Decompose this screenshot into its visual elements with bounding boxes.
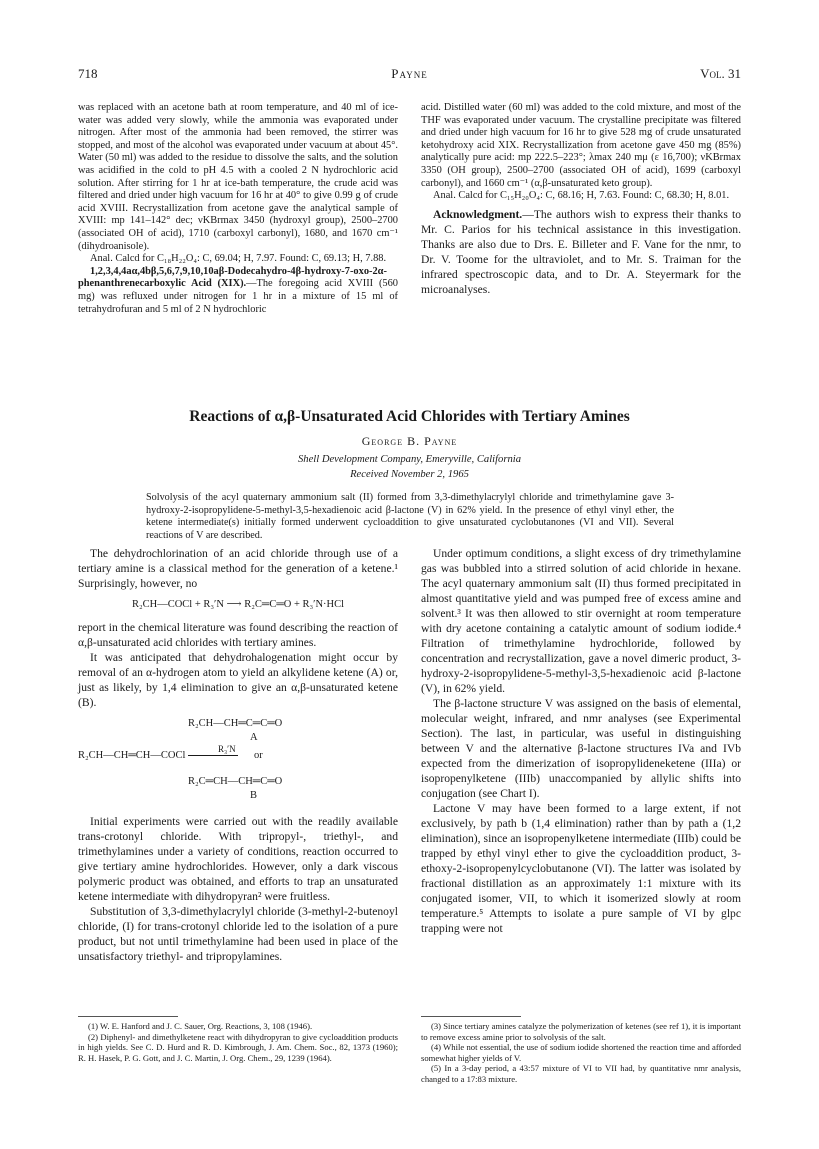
reaction-equation: R₂CH—COCl + R₃′N ⟶ R₂C═C═O + R₃′N·HCl xyxy=(131,599,345,610)
acknowledgment-paragraph xyxy=(421,207,741,297)
reactant: R₂CH—CH═CH—COCl xyxy=(78,750,186,761)
reaction-arrow-line xyxy=(188,755,238,756)
volume-label: Vol. 31 xyxy=(700,66,741,81)
body-right-column xyxy=(421,546,741,936)
paragraph: Under optimum conditions, a slight excess of dry trimethylamine gas was bubbled into a stirred solution of acid chloride in hexane. The acyl quaternary ammonium salt (II) thus formed precipitated in almost quantitative yield and was pumped free of excess amine and solvent.³ It was then allowed to stir overnight at room temperature with dry acetone containing a catalytic amount of sodium iodide.⁴ Filtration of trimethylamine hydrochloride, followed by concentration and recrystallization, gave a novel dimeric product, 3-hydroxy-2-isopropylidene-5-methyl-3,5-hexadienoic acid β-lactone (V), in 62% yield. xyxy=(421,547,741,695)
running-author: Payne xyxy=(391,66,428,81)
footnotes-left xyxy=(78,1008,398,1063)
paragraph: acid. Distilled water (60 ml) was added to the cold mixture, and most of the THF was evaporated under vacuum. The crystalline precipitate was filtered and dried under high vacuum for 16 hr to give 528 mg of crude unsaturated ketohydroxy acid XIX. Recrystallization from acetone gave 450 mg (85%) analytically pure acid: mp 222.5–223°; λmax 240 mμ (ε 16,700); νKBrmax 3350 (OH group), 2500–2700 (associated OH of acid), 1699 (carboxyl carbonyl), and 1660 cm⁻¹ (α,β-unsaturated keto group). xyxy=(421,102,741,189)
label-a: A xyxy=(250,732,258,743)
compound-heading: 1,2,3,4,4aα,4bβ,5,6,7,9,10,10aβ-Dodecahydro-4β-hydroxy-7-oxo-2α-phenanthrenecarboxylic Acid (XIX). xyxy=(78,265,387,290)
product-b: R₂C═CH—CH═C═O xyxy=(188,776,283,787)
previous-article-right-column xyxy=(421,102,741,297)
previous-article-left-column xyxy=(78,102,398,316)
reagent: R₃′N xyxy=(218,744,236,754)
footnote-3: (3) Since tertiary amines catalyze the polymerization of ketenes (see ref 1), it is important to remove excess amine prior to solvolysis of the salt. xyxy=(421,1021,741,1042)
article-title: Reactions of α,β-Unsaturated Acid Chlorides with Tertiary Amines xyxy=(189,408,630,425)
footnote-5: (5) In a 3-day period, a 43:57 mixture of VI to VII had, by quantitative nmr analysis, changed to a 17:83 mixture. xyxy=(421,1063,741,1084)
label-b: B xyxy=(250,790,258,801)
article-author: George B. Payne xyxy=(361,434,458,448)
paragraph: The dehydrochlorination of an acid chloride through use of a tertiary amine is a classical method for the generation of a ketene.¹ Surprisingly, however, no xyxy=(78,547,398,590)
paragraph: report in the chemical literature was found describing the reaction of α,β-unsaturated acid chlorides with tertiary amines. xyxy=(78,621,398,649)
compound-paragraph xyxy=(78,266,398,316)
paragraph: Lactone V may have been formed to a large extent, if not exclusively, by path b (1,4 elimination) rather than by path a (1,2 elimination), since an isopropenylketene intermediate (IIIb) could be trapped by ethyl vinyl ether to give the cycloaddition product, 3-ethoxy-2-isopropenylcyclobutanone (VI). The latter was isolated by fractional distillation as an approximately 1:1 mixture with its conjugated isomer, VII, to which it isomerized slowly at room temperature.⁵ Attempts to isolate a pure sample of VI by glpc trapping were not xyxy=(421,802,741,935)
paragraph: The β-lactone structure V was assigned on the basis of elemental, molecular weight, infrared, and nmr analyses (see Experimental Section). The last, in particular, was useful in distinguishing between V and the alternative β-lactone structures IVa and IVb expected from the dimerization of isopropylideneketene (IIIa) or isopropenylketene (IIIb) unaccompanied by allylic shifts into conjugation (see Chart I). xyxy=(421,697,741,800)
or-label: or xyxy=(254,750,263,761)
analysis-paragraph: Anal. Calcd for C₁₅H₂₀O₄: C, 68.16; H, 7.63. Found: C, 68.30; H, 8.01. xyxy=(433,190,730,202)
paragraph: Substitution of 3,3-dimethylacrylyl chloride (3-methyl-2-butenoyl chloride, (I) for trans-crotonyl chloride led to the isolation of a pure product, but not until trimethylamine had been used in place of the unsatisfactory triethyl- and tripropylamines. xyxy=(78,905,398,963)
article-title-block xyxy=(78,408,741,480)
paragraph: It was anticipated that dehydrohalogenation might occur by removal of an α-hydrogen atom to yield an alkylidene ketene (A) or, just as likely, by 1,4 elimination to give an α,β-unsaturated ketene (B). xyxy=(78,651,398,709)
article-affiliation: Shell Development Company, Emeryville, California xyxy=(297,454,521,465)
body-left-column xyxy=(78,546,398,964)
running-header xyxy=(78,66,741,84)
received-date: Received November 2, 1965 xyxy=(350,469,469,480)
reaction-scheme xyxy=(78,714,398,806)
paragraph: was replaced with an acetone bath at room temperature, and 40 ml of ice-water was added very slowly, while the ammonia was evaporated under nitrogen. After most of the ammonia had been removed, the stirrer was stopped, and most of the alcohol was evaporated under vacuum at about 45°. Water (50 ml) was added to the residue to dissolve the salts, and the solution was acidified in the cold to pH 4.5 with a cooled 2 N hydrochloric acid solution. After stirring for 1 hr at ice-bath temperature, the crude acid was filtered and dried under high vacuum for 16 hr at 40° to give 0.99 g of crude acid XVIII. Recrystallization from acetone gave the analytical sample of XVIII: mp 141–142° dec; νKBrmax 3450 (hydroxyl group), 2500–2700 (associated OH of acid), 1710 (carboxyl carbonyl), 1680, and 1670 cm⁻¹ (dihydroanisole). xyxy=(78,102,398,252)
product-a: R₂CH—CH═C═C═O xyxy=(188,718,283,729)
footnote-rule xyxy=(421,1016,521,1017)
footnote-1: (1) W. E. Hanford and J. C. Sauer, Org. Reactions, 3, 108 (1946). xyxy=(88,1021,313,1031)
footnote-4: (4) While not essential, the use of sodium iodide shortened the reaction time and afforded somewhat higher yields of V. xyxy=(421,1042,741,1063)
footnotes-right xyxy=(421,1008,741,1085)
page-number: 718 xyxy=(78,66,98,81)
analysis-paragraph: Anal. Calcd for C₁₈H₂₂O₄: C, 69.04; H, 7.97. Found: C, 69.13; H, 7.88. xyxy=(90,253,387,265)
footnote-2: (2) Diphenyl- and dimethylketene react with dihydropyran to give cycloaddition products in high yields. See C. D. Hurd and R. D. Kimbrough, J. Am. Chem. Soc., 82, 1373 (1960); R. H. Hasek, P. G. Gott, and J. C. Martin, J. Org. Chem., 29, 1239 (1964). xyxy=(78,1031,398,1063)
compound-text: —The foregoing acid XVIII (560 mg) was refluxed under nitrogen for 1 hr in a mixture of 15 ml of tetrahydrofuran and 5 ml of 2 N hydrochloric xyxy=(78,278,398,315)
abstract: Solvolysis of the acyl quaternary ammonium salt (II) formed from 3,3-dimethylacrylyl chloride and trimethylamine gave 3-hydroxy-2-isopropylidene-5-methyl-3,5-hexadienoic acid β-lactone (V) in 62% yield. In the presence of ethyl vinyl ether, the ketene intermediate(s) initially formed underwent cycloaddition to give unsaturated cyclobutanones (VI and VII). Several reactions of V are described. xyxy=(146,492,674,541)
paragraph: Initial experiments were carried out with the readily available trans-crotonyl chloride. With tripropyl-, triethyl-, and trimethylamines under a variety of conditions, reaction occurred to give tertiary amine hydrochlorides. However, only a dark viscous polymeric product was obtained, and efforts to trap an unsaturated ketene intermediate with dihydropyran² were fruitless. xyxy=(78,815,398,903)
footnote-rule xyxy=(78,1016,178,1017)
acknowledgment-heading: Acknowledgment. xyxy=(433,207,523,221)
acknowledgment-text: —The authors wish to express their thanks to Mr. C. Parios for his technical assistance in this investigation. Thanks are also due to Drs. E. Billeter and F. Vane for the nmr, to Dr. V. Toome for the ultraviolet, and to Mr. S. Traiman for the infrared spectroscopic data, and to Dr. A. Steyermark for the microanalyses. xyxy=(421,207,741,296)
